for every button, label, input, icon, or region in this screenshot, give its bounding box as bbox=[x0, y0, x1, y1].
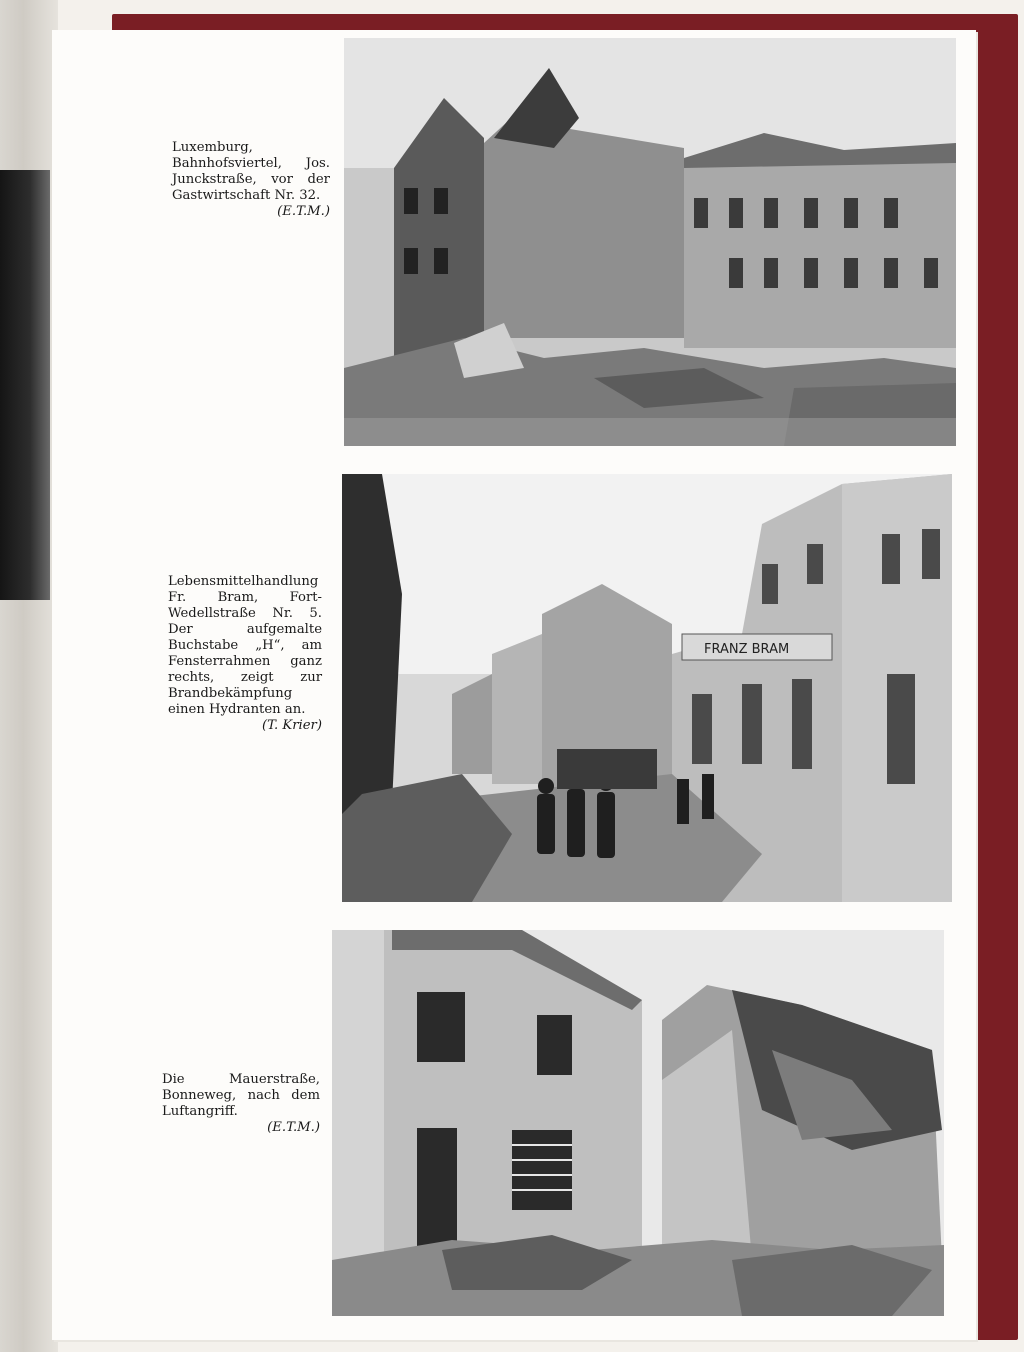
spine-shadow bbox=[0, 170, 50, 600]
caption-fort-wedellstrasse bbox=[168, 574, 322, 734]
caption-text: Luxemburg, Bahnhofsviertel, Jos. Junckstraße, vor der Gastwirtschaft Nr. 32. bbox=[172, 140, 330, 203]
book-spine-edge bbox=[0, 0, 58, 1352]
caption-credit: (T. Krier) bbox=[261, 718, 322, 733]
caption-text: Die Mauerstraße, Bonneweg, nach dem Luftangriff. bbox=[162, 1072, 320, 1119]
caption-text: Lebensmittelhandlung Fr. Bram, Fort-Wedellstraße Nr. 5. Der aufgemalte Buchstabe „H“, am Fensterrahmen ganz rechts, zeigt zur Brandbekämpfung einen Hydranten an. bbox=[168, 574, 322, 717]
caption-credit: (E.T.M.) bbox=[277, 204, 330, 219]
photo-mauerstrasse-bonneweg bbox=[332, 930, 944, 1316]
book-page bbox=[52, 30, 976, 1340]
photo-destroyed-building-junckstrasse bbox=[344, 38, 956, 446]
caption-mauerstrasse bbox=[162, 1072, 320, 1136]
caption-junckstrasse bbox=[172, 140, 330, 220]
caption-credit: (E.T.M.) bbox=[267, 1120, 320, 1135]
photo-grocery-franz-bram bbox=[342, 474, 952, 902]
shop-sign-text: FRANZ BRAM bbox=[704, 642, 790, 657]
